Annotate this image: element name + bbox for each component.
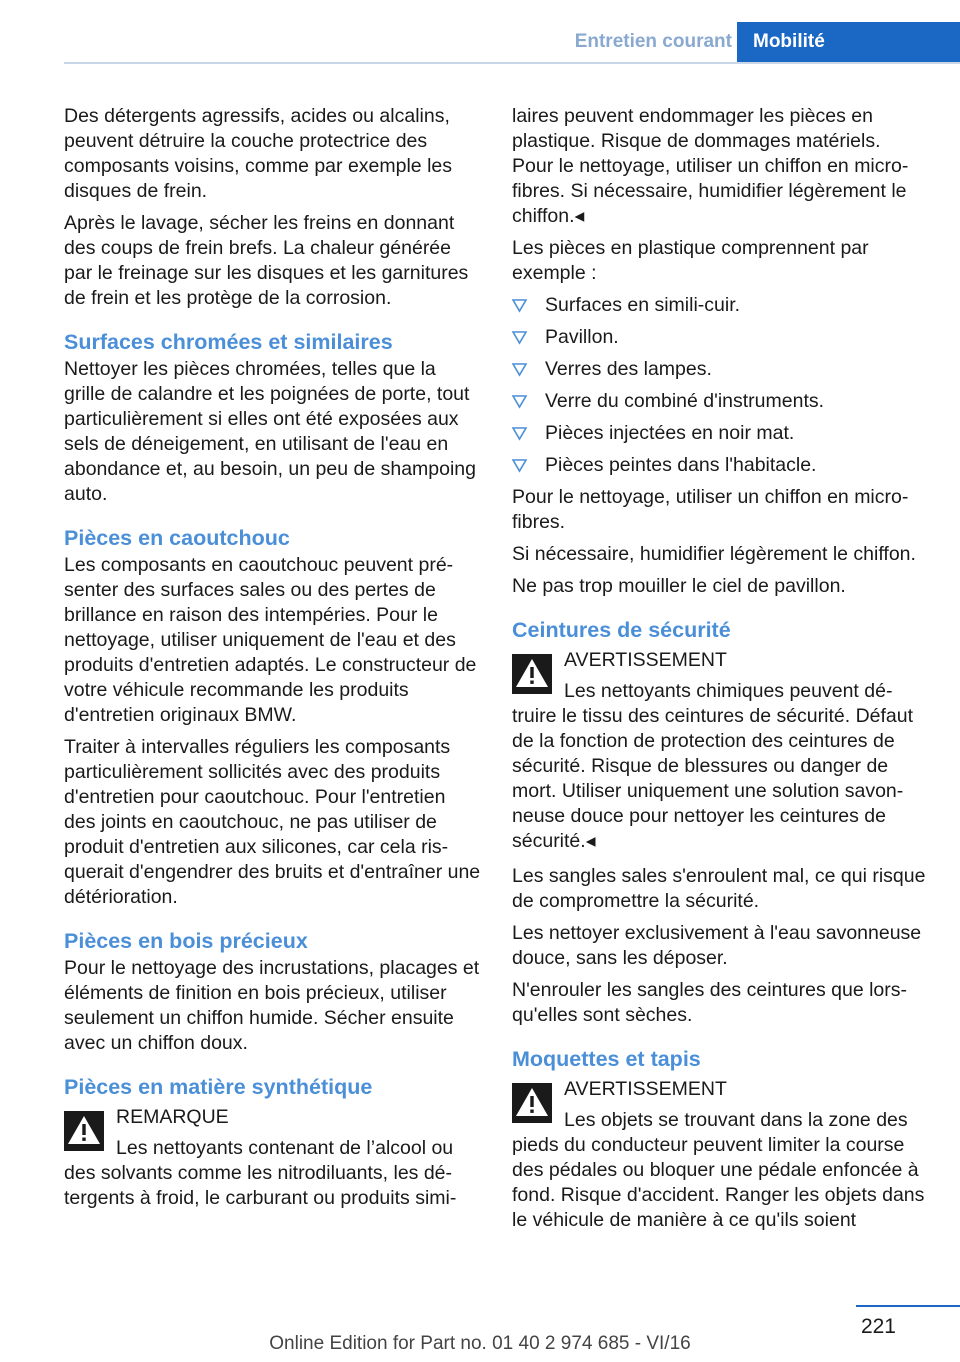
note-text: Les nettoyants contenant de l’alcool ou des solvants comme les nitrodiluants, les détergents à froid, le carburant ou produits simi-	[64, 1137, 457, 1209]
paragraph: Les composants en caoutchouc peuvent présenter des surfaces sales ou des pertes de brillance en raison des intempéries. Pour le nettoyage, utiliser uniquement de l'eau et des produits d'entretien adaptés. Le constructeur de votre véhicule recommande les produits d'entretien originaux BMW.	[64, 554, 477, 726]
heading-chrome: Surfaces chromées et similaires	[64, 330, 393, 354]
heading-synthetic: Pièces en matière synthétique	[64, 1075, 373, 1099]
triangle-bullet-icon	[512, 329, 527, 345]
heading-carpet: Moquettes et tapis	[512, 1047, 701, 1071]
triangle-bullet-icon	[512, 425, 527, 441]
warning-icon	[512, 1083, 552, 1123]
heading-rubber: Pièces en caoutchouc	[64, 526, 290, 550]
paragraph: Si nécessaire, humidifier légèrement le chiffon.	[512, 543, 916, 565]
paragraph: Des détergents agressifs, acides ou alcalins, peuvent détruire la couche protectrice des composants voisins, comme par exemple les disques de frein.	[64, 105, 452, 202]
left-column	[64, 104, 482, 1211]
warning-box	[512, 648, 926, 854]
paragraph: laires peuvent endommager les pièces en plastique. Risque de dommages matériels. Pour le nettoyage, utiliser un chiffon en microfibres. Si nécessaire, humidifier légèrement le chiffon.◂	[512, 105, 909, 227]
paragraph: N'enrouler les sangles des ceintures que lorsqu'elles sont sèches.	[512, 979, 908, 1026]
paragraph: Les pièces en plastique comprennent par exemple :	[512, 237, 869, 284]
triangle-bullet-icon	[512, 297, 527, 313]
page-number: 221	[860, 1315, 896, 1338]
note-title: REMARQUE	[116, 1106, 229, 1128]
warning-icon	[512, 654, 552, 694]
heading-belts: Ceintures de sécurité	[512, 618, 731, 642]
paragraph: Ne pas trop mouiller le ciel de pavillon.	[512, 575, 846, 597]
list-item: Pièces peintes dans l'habitacle.	[512, 453, 926, 478]
warning-icon	[64, 1111, 104, 1151]
paragraph: Traiter à intervalles réguliers les composants particulièrement sollicités avec des produits d'entretien pour caoutchouc. Pour l'entretien des joints en caoutchouc, ne pas utiliser de produit d'entretien aux silicones, car cela risquerait d'engendrer des bruits et d'entraîner une détérioration.	[64, 736, 481, 908]
list-item: Pièces injectées en noir mat.	[512, 421, 926, 446]
list-item: Pavillon.	[512, 325, 926, 350]
plastic-parts-list	[512, 293, 926, 478]
warning-text: Les objets se trouvant dans la zone des pieds du conducteur peuvent limiter la course des pédales ou bloquer une pédale enfoncée à fond. Risque d'accident. Ranger les objets dans le véhicule de manière à ce qu'ils soient	[512, 1109, 925, 1231]
list-item: Surfaces en simili-cuir.	[512, 293, 926, 318]
footer-rule	[856, 1305, 960, 1307]
edition-footer: Online Edition for Part no. 01 40 2 974 685 - VI/16	[269, 1333, 691, 1354]
paragraph: Pour le nettoyage des incrustations, placages et éléments de finition en bois précieux, utiliser seulement un chiffon humide. Sécher ensuite avec un chiffon doux.	[64, 957, 480, 1054]
heading-wood: Pièces en bois précieux	[64, 929, 308, 953]
triangle-bullet-icon	[512, 393, 527, 409]
warning-text: Les nettoyants chimiques peuvent détruire le tissu des ceintures de sécurité. Défaut de la fonction de protection des ceintures de sécurité. Risque de blessures ou danger de mort. Utiliser uniquement une solution savonneuse douce pour nettoyer les ceintures de sécurité.◂	[512, 680, 914, 852]
right-column	[512, 104, 926, 1233]
warning-box	[512, 1077, 926, 1233]
header-rule	[64, 62, 960, 64]
paragraph: Pour le nettoyage, utiliser un chiffon en microfibres.	[512, 486, 909, 533]
tab-entretien-courant[interactable]: Entretien courant	[574, 31, 732, 52]
paragraph: Les sangles sales s'enroulent mal, ce qui risque de compromettre la sécurité.	[512, 865, 926, 912]
list-item: Verre du combiné d'instruments.	[512, 389, 926, 414]
paragraph: Les nettoyer exclusivement à l'eau savonneuse douce, sans les déposer.	[512, 922, 922, 969]
tab-mobilite[interactable]: Mobilité	[737, 22, 960, 62]
paragraph: Après le lavage, sécher les freins en donnant des coups de frein brefs. La chaleur générée par le freinage sur les disques et les garnitures de frein et les protège de la corrosion.	[64, 212, 469, 309]
triangle-bullet-icon	[512, 457, 527, 473]
paragraph: Nettoyer les pièces chromées, telles que la grille de calandre et les poignées de porte, tout particulièrement si elles ont été exposées aux sels de déneigement, en utilisant de l'eau en abondance et, au besoin, un peu de shampoing auto.	[64, 358, 476, 505]
triangle-bullet-icon	[512, 361, 527, 377]
note-box	[64, 1105, 482, 1211]
warning-title: AVERTISSEMENT	[564, 1078, 727, 1100]
list-item: Verres des lampes.	[512, 357, 926, 382]
warning-title: AVERTISSEMENT	[564, 649, 727, 671]
